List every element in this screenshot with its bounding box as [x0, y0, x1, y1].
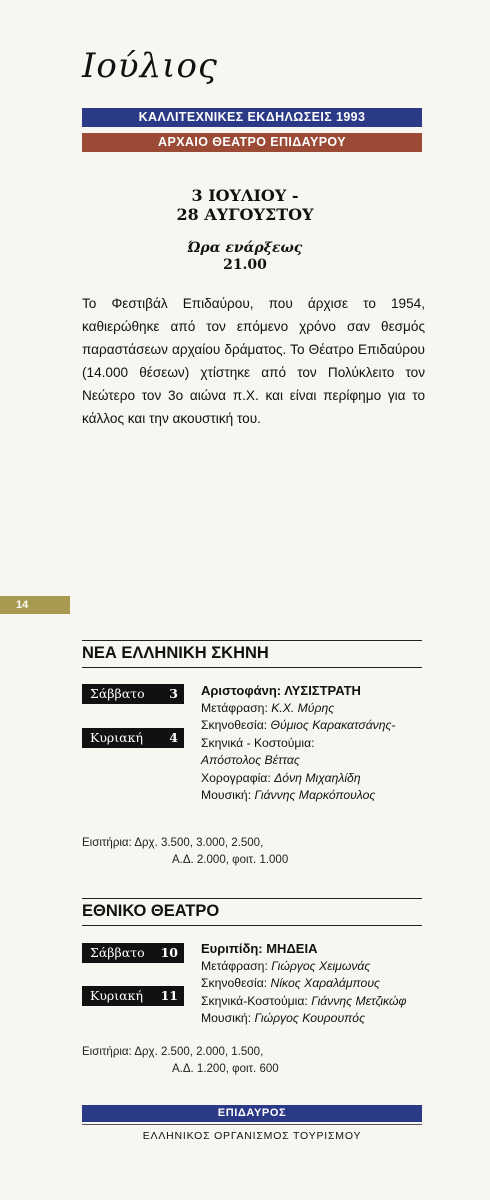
choreographer: Δόνη Μιχαηλίδη: [274, 770, 361, 785]
direction-label: Σκηνοθεσία:: [201, 718, 268, 732]
translation-label: Μετάφραση:: [201, 700, 268, 715]
director: Νίκος Χαραλάμπους: [270, 976, 380, 990]
day-label: Κυριακή: [90, 988, 143, 1003]
set-designer: Απόστολος Βέττας: [201, 753, 300, 767]
day-badge: [82, 684, 184, 704]
month-title: Ιούλιος: [82, 46, 218, 86]
day-number: 3: [169, 686, 178, 701]
section-divider: [82, 898, 422, 899]
ticket-line-2: Α.Δ. 2.000, φοιτ. 1.000: [172, 854, 289, 866]
section-divider: [82, 925, 422, 926]
direction-label: Σκηνοθεσία:: [201, 976, 268, 990]
start-time-block: [0, 240, 490, 274]
day-number: 10: [160, 945, 178, 960]
music-label: Μουσική:: [201, 1011, 252, 1025]
choreography-label: Χορογραφία:: [201, 770, 271, 785]
translation-label: Μετάφραση:: [201, 958, 268, 973]
footer-divider: [82, 1124, 422, 1125]
section-title-ethniko-theatro: ΕΘΝΙΚΟ ΘΕΑΤΡΟ: [82, 902, 220, 920]
footer-banner: ΕΠΙΔΑΥΡΟΣ: [82, 1105, 422, 1122]
day-badge: [82, 986, 184, 1006]
credits-medea: [201, 940, 431, 1028]
start-time: 21.00: [223, 257, 267, 273]
ticket-line-1: Εισιτήρια: Δρχ. 3.500, 3.000, 2.500,: [82, 837, 264, 849]
day-label: Σάββατο: [90, 686, 145, 701]
sets-label: Σκηνικά - Κοστούμια:: [201, 735, 315, 750]
music-label: Μουσική:: [201, 788, 252, 802]
ticket-prices: [82, 1044, 402, 1078]
ticket-line-1: Εισιτήρια: Δρχ. 2.500, 2.000, 1.500,: [82, 1046, 264, 1058]
dates-line-1: 3 ΙΟΥΛΙΟΥ -: [191, 186, 299, 205]
intro-paragraph: Το Φεστιβάλ Επιδαύρου, που άρχισε το 1954, καθιερώθηκε από τον επόμενο χρόνο σαν θεσμός παραστάσεων αρχαίου δράματος. Το Θέατρο Επιδαύρου (14.000 θέσεων) χτίστηκε από τον Πολύκλειτο τον Νεώτερο τον 3ο αιώνα π.Χ. και είναι περίφημο για το κάλλος και την ακουστική του.: [82, 296, 425, 426]
composer: Γιώργος Κουρουπός: [254, 1011, 366, 1025]
credits-lysistrata: [201, 682, 431, 805]
events-banner: ΚΑΛΛΙΤΕΧΝΙΚΕΣ ΕΚΔΗΛΩΣΕΙΣ 1993: [82, 108, 422, 127]
section-divider: [82, 640, 422, 641]
day-label: Κυριακή: [90, 730, 143, 745]
day-label: Σάββατο: [90, 945, 145, 960]
day-badge: [82, 943, 184, 963]
composer: Γιάννης Μαρκόπουλος: [254, 788, 376, 802]
translator: Κ.Χ. Μύρης: [271, 700, 335, 715]
translator: Γιώργος Χειμωνάς: [271, 958, 371, 973]
work-title: Αριστοφάνη: ΛΥΣΙΣΤΡΑΤΗ: [201, 683, 361, 698]
page-number: 14: [0, 596, 70, 614]
ticket-prices: [82, 835, 402, 869]
director: Θύμιος Καρακατσάνης-: [270, 718, 396, 732]
day-badge: [82, 728, 184, 748]
start-label: Ώρα ενάρξεως: [187, 240, 303, 256]
sets-label: Σκηνικά-Κοστούμια:: [201, 993, 308, 1008]
dates-line-2: 28 ΑΥΓΟΥΣΤΟΥ: [176, 205, 314, 224]
venue-banner: ΑΡΧΑΙΟ ΘΕΑΤΡΟ ΕΠΙΔΑΥΡΟΥ: [82, 133, 422, 152]
set-designer: Γιάννης Μετζικώφ: [311, 993, 407, 1008]
footer-organization: ΕΛΛΗΝΙΚΟΣ ΟΡΓΑΝΙΣΜΟΣ ΤΟΥΡΙΣΜΟΥ: [142, 1130, 362, 1142]
day-number: 4: [169, 730, 178, 745]
festival-dates: [0, 186, 490, 224]
section-title-nea-elliniki-skini: ΝΕΑ ΕΛΛΗΝΙΚΗ ΣΚΗΝΗ: [82, 644, 269, 662]
work-title: Ευριπίδη: ΜΗΔΕΙΑ: [201, 941, 318, 956]
day-number: 11: [160, 988, 178, 1003]
section-divider: [82, 667, 422, 668]
ticket-line-2: Α.Δ. 1.200, φοιτ. 600: [172, 1063, 279, 1075]
